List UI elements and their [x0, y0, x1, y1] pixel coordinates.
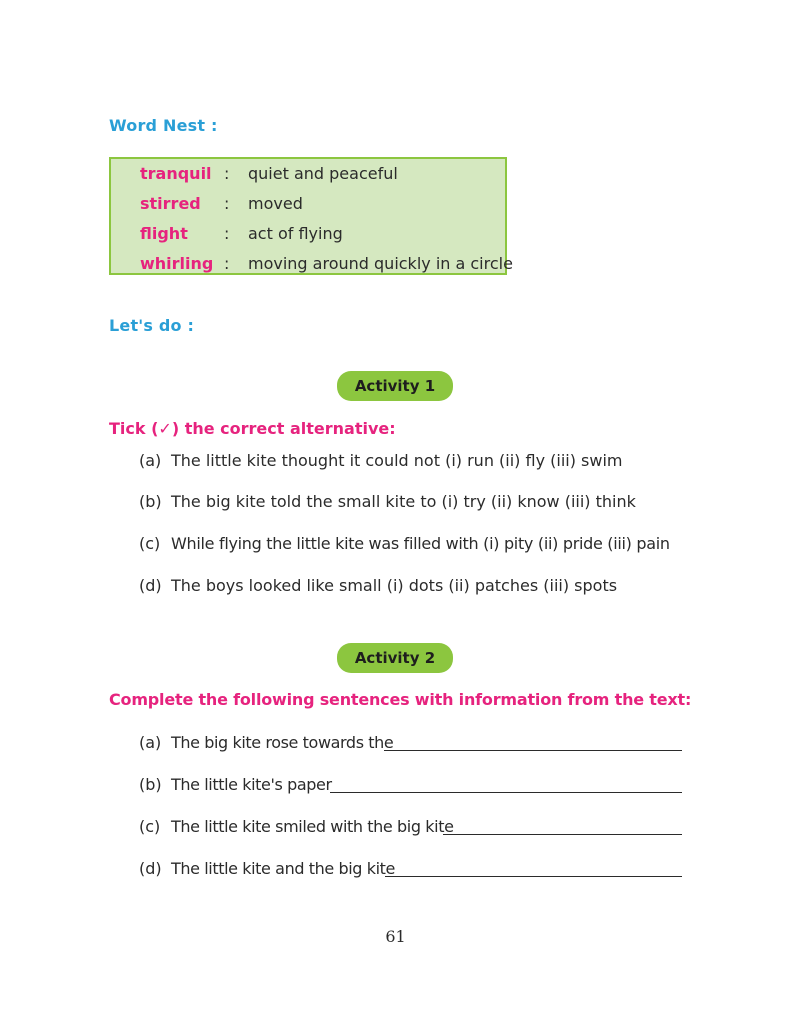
question-text: The little kite and the big kite [171, 859, 395, 878]
question-item [139, 491, 636, 513]
answer-blank-line[interactable] [443, 834, 682, 835]
question-text: The big kite rose towards the [171, 733, 394, 752]
word-colon: : [224, 164, 230, 183]
activity-1-label: Activity 1 [337, 371, 453, 401]
answer-blank-line[interactable] [385, 876, 682, 877]
word-definition: act of flying [248, 224, 343, 243]
question-letter: (c) [139, 534, 161, 553]
answer-blank-line[interactable] [330, 792, 682, 793]
word-colon: : [224, 254, 230, 273]
question-text: The big kite told the small kite to (i) try (ii) know (iii) think [171, 492, 636, 511]
fill-in-item [139, 732, 682, 756]
activity-2-instruction: Complete the following sentences with information from the text: [109, 690, 692, 709]
lets-do-heading: Let's do : [109, 316, 195, 335]
question-text: The little kite smiled with the big kite [171, 817, 454, 836]
activity-2-label: Activity 2 [337, 643, 453, 673]
fill-in-item [139, 858, 682, 882]
word-definition: moved [248, 194, 303, 213]
question-letter: (a) [139, 451, 162, 470]
fill-in-item [139, 774, 682, 798]
word-term: whirling [140, 254, 214, 273]
question-text: The boys looked like small (i) dots (ii) patches (iii) spots [171, 576, 618, 595]
question-text: While flying the little kite was filled with (i) pity (ii) pride (iii) pain [171, 534, 670, 553]
word-definition: quiet and peaceful [248, 164, 398, 183]
word-definition: moving around quickly in a circle [248, 254, 513, 273]
word-term: tranquil [140, 164, 212, 183]
fill-in-item [139, 816, 682, 840]
word-nest-heading: Word Nest : [109, 116, 218, 135]
word-colon: : [224, 224, 230, 243]
question-letter: (b) [139, 775, 162, 794]
question-text: The little kite thought it could not (i) run (ii) fly (iii) swim [171, 451, 623, 470]
question-letter: (a) [139, 733, 162, 752]
page-number: 61 [385, 927, 406, 946]
question-letter: (d) [139, 576, 162, 595]
word-nest-box [109, 157, 513, 275]
question-text: The little kite's paper [171, 775, 332, 794]
question-item [139, 575, 617, 597]
question-item [139, 450, 623, 472]
question-letter: (b) [139, 492, 162, 511]
question-letter: (c) [139, 817, 161, 836]
question-item [139, 533, 670, 555]
word-term: flight [140, 224, 188, 243]
word-colon: : [224, 194, 230, 213]
answer-blank-line[interactable] [384, 750, 682, 751]
question-letter: (d) [139, 859, 162, 878]
activity-1-instruction: Tick (✓) the correct alternative: [109, 419, 396, 438]
word-term: stirred [140, 194, 201, 213]
